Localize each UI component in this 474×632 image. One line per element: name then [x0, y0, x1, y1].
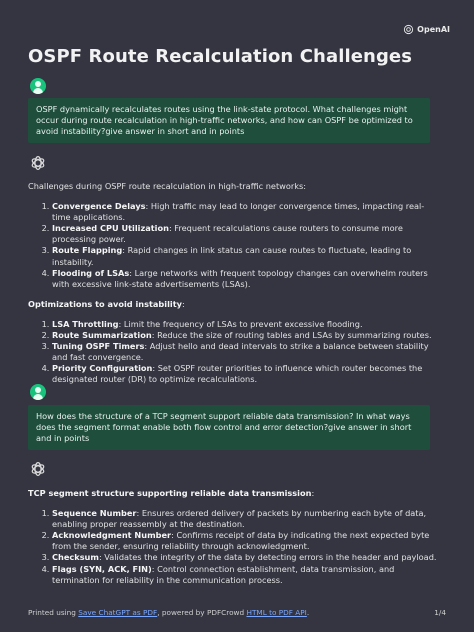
- assistant-answer-1: [28, 181, 438, 386]
- list-item: 4. Flooding of LSAs: Large networks with frequent topology changes can overwhelm routers with excessive link-state advertisements (LSAs).: [52, 268, 438, 290]
- list-item: 2. Increased CPU Utilization: Frequent recalculations cause routers to consume more processing power.: [52, 223, 438, 245]
- chatgpt-logo-icon: [29, 154, 47, 172]
- openai-logo-icon: [403, 24, 414, 35]
- list-item: 3. Tuning OSPF Timers: Adjust hello and dead intervals to strike a balance between stability and fast convergence.: [52, 341, 438, 363]
- user-prompt-2: How does the structure of a TCP segment support reliable data transmission? In what ways does the segment format enable both flow control and error detection?give answer in short and in points: [28, 405, 430, 450]
- list-item: 4. Priority Configuration: Set OSPF router priorities to influence which router becomes the designated router (DR) to optimize recalculations.: [52, 363, 438, 385]
- list-item: 2. Acknowledgment Number: Confirms receipt of data by indicating the next expected byte from the sender, ensuring reliability through acknowledgment.: [52, 530, 438, 552]
- page-title: OSPF Route Recalculation Challenges: [28, 46, 413, 67]
- chatgpt-logo-icon: [29, 460, 47, 478]
- openai-brand: [403, 24, 450, 35]
- optimizations-list: [28, 319, 438, 386]
- footer: [28, 608, 446, 617]
- list-item: 1. LSA Throttling: Limit the frequency of LSAs to prevent excessive flooding.: [52, 319, 438, 330]
- list-item: 3. Checksum: Validates the integrity of the data by detecting errors in the header and payload.: [52, 552, 438, 563]
- optimizations-heading: Optimizations to avoid instability:: [28, 298, 185, 309]
- challenges-list: [28, 201, 438, 290]
- user-avatar-icon: [30, 384, 46, 400]
- save-chatgpt-link[interactable]: Save ChatGPT as PDF: [78, 608, 158, 617]
- tcp-heading: TCP segment structure supporting reliable data transmission:: [28, 488, 315, 498]
- page-number: 1/4: [434, 608, 446, 617]
- brand-name: OpenAI: [417, 25, 450, 34]
- list-item: 3. Route Flapping: Rapid changes in link status can cause routes to fluctuate, leading to instability.: [52, 245, 438, 267]
- html-to-pdf-link[interactable]: HTML to PDF API: [246, 608, 307, 617]
- list-item: 1. Convergence Delays: High traffic may lead to longer convergence times, impacting real-time applications.: [52, 201, 438, 223]
- user-prompt-1: OSPF dynamically recalculates routes using the link-state protocol. What challenges might occur during route recalculation in high-traffic networks, and how can OSPF be optimized to avoid instability?give answer in short and in points: [28, 98, 430, 143]
- assistant-answer-2: [28, 488, 438, 586]
- user-avatar-icon: [30, 78, 46, 94]
- list-item: 4. Flags (SYN, ACK, FIN): Control connection establishment, data transmission, and termination for reliability in the communication process.: [52, 564, 438, 586]
- tcp-list: [28, 508, 438, 586]
- footer-credit: Printed using Save ChatGPT as PDF, powered by PDFCrowd HTML to PDF API.: [28, 608, 310, 617]
- list-item: 1. Sequence Number: Ensures ordered delivery of packets by numbering each byte of data, enabling proper reassembly at the destination.: [52, 508, 438, 530]
- list-item: 2. Route Summarization: Reduce the size of routing tables and LSAs by summarizing routes.: [52, 330, 438, 341]
- answer-intro: Challenges during OSPF route recalculation in high-traffic networks:: [28, 181, 306, 191]
